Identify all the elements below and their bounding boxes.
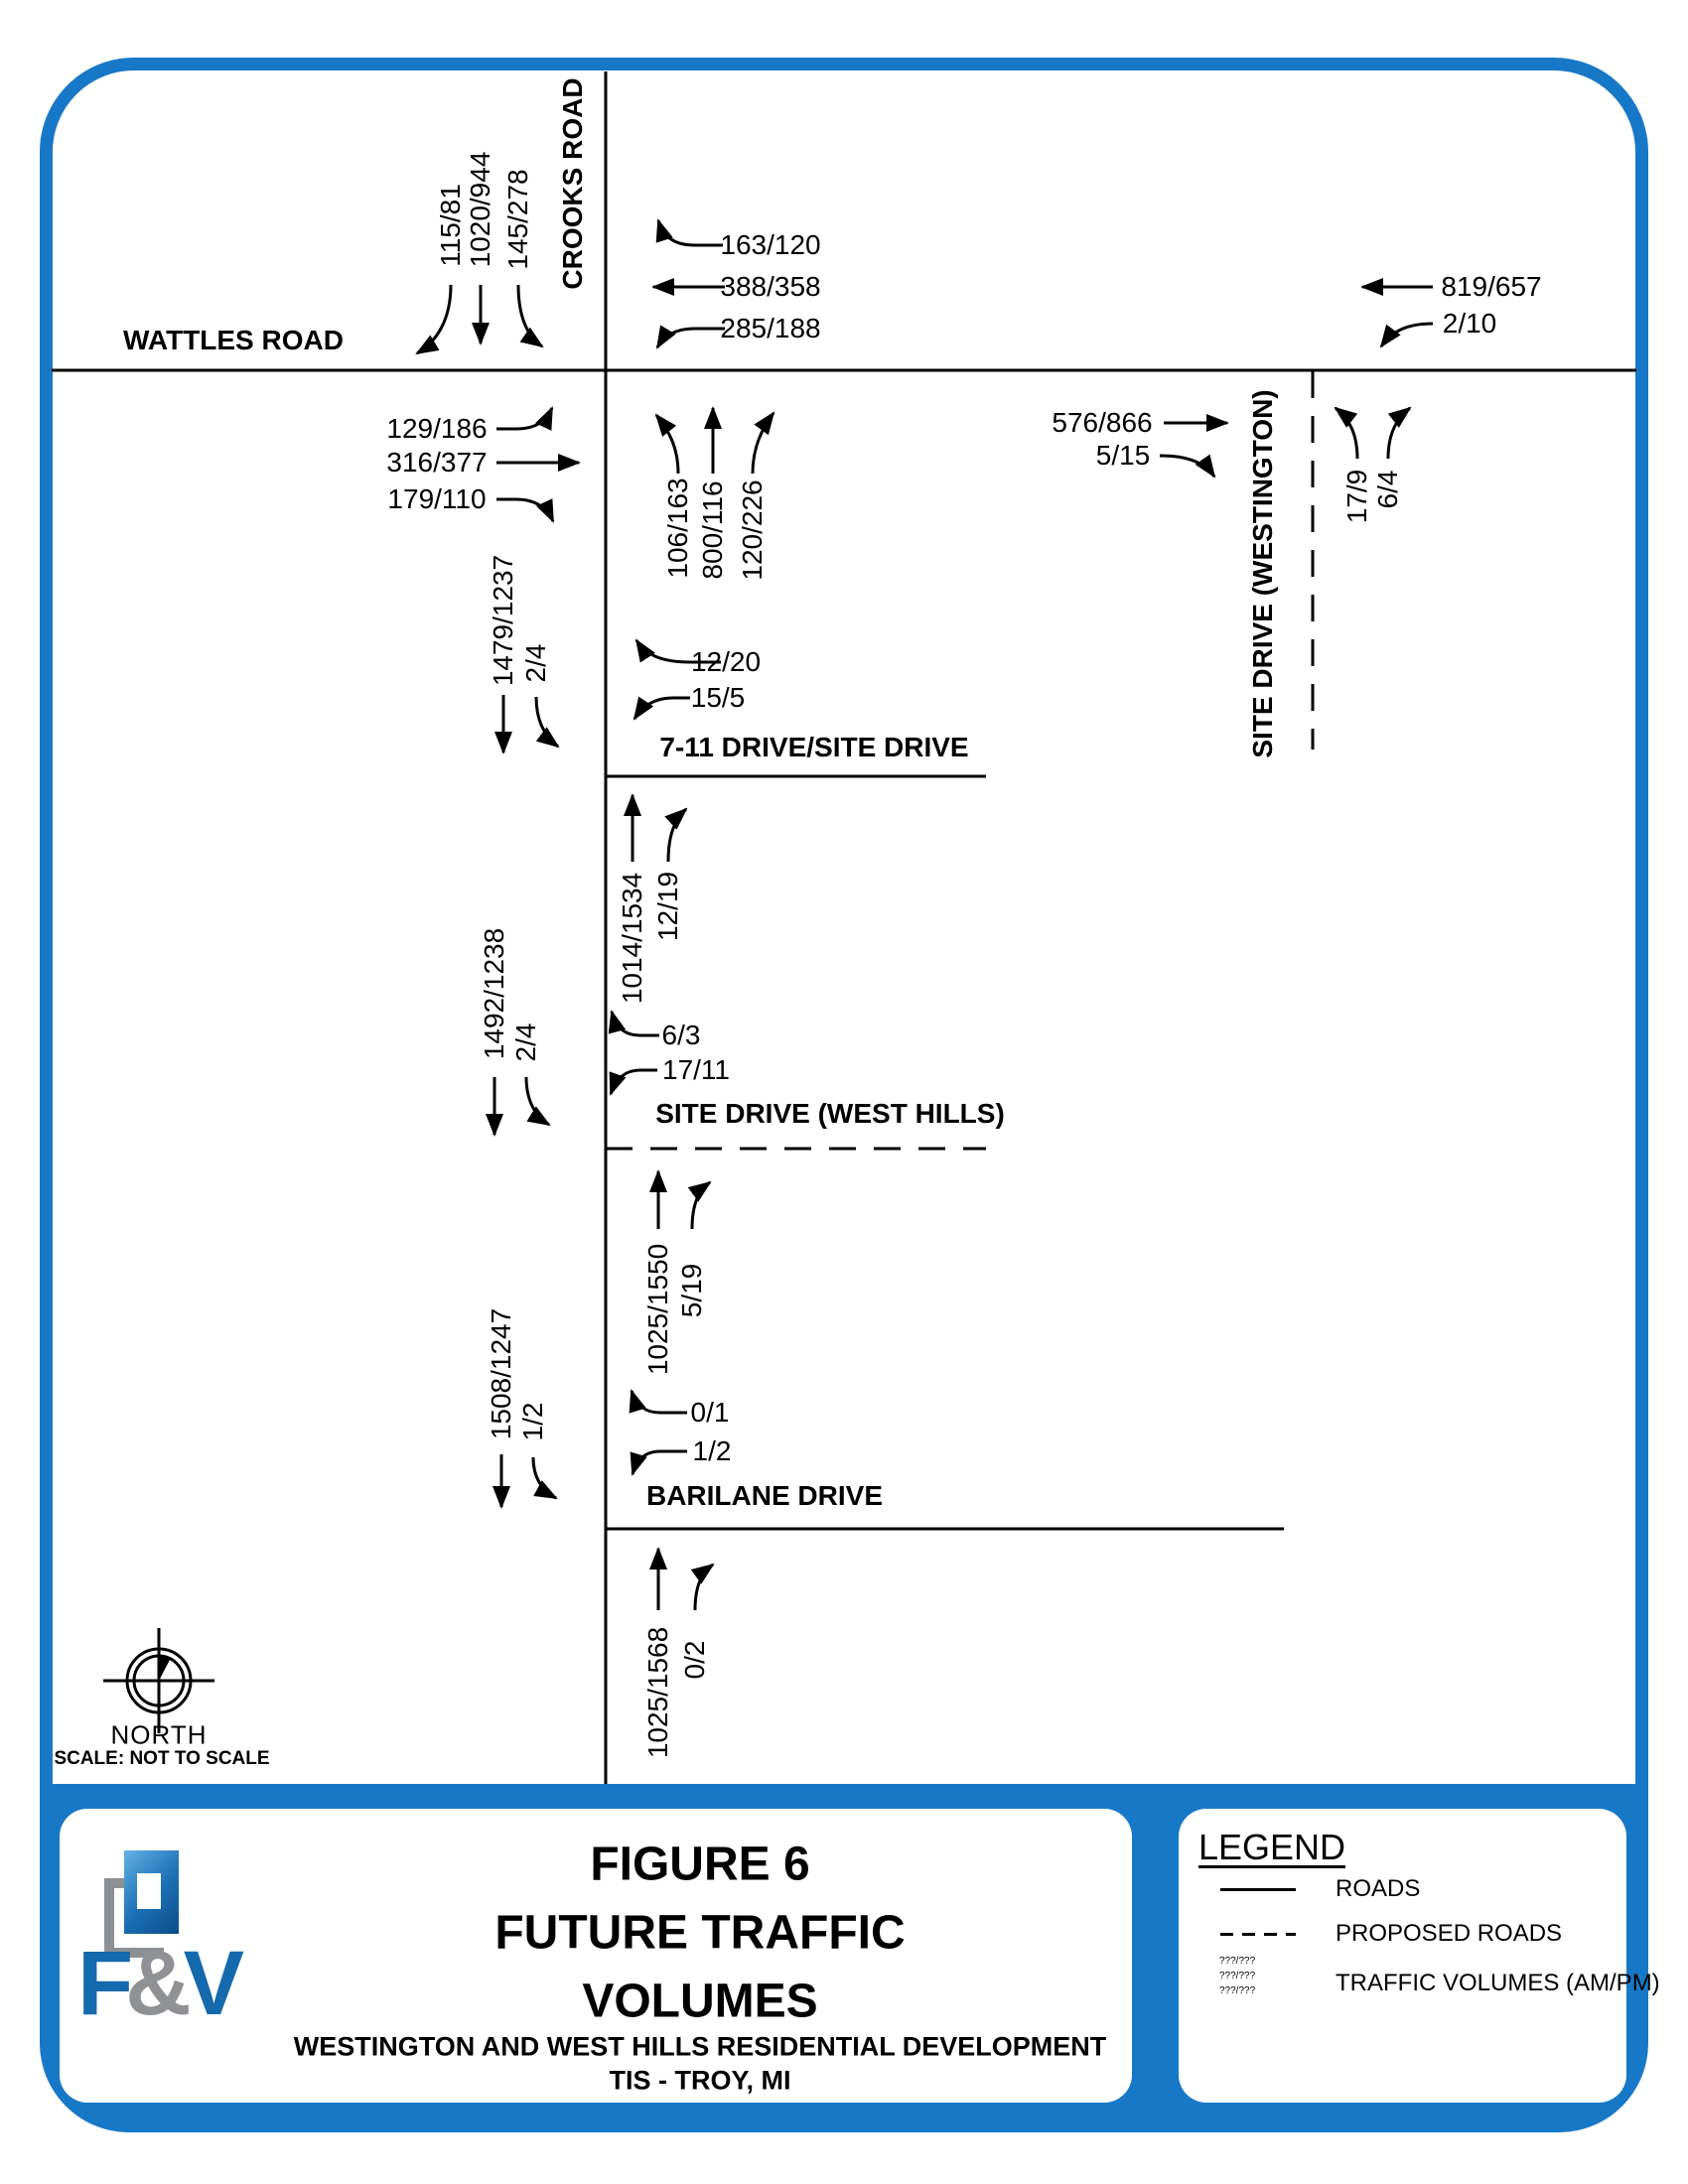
volume-barilane-left: 0/1 (690, 1397, 730, 1428)
volume-wattles-eb-westington-thru: 576/866 (1052, 407, 1153, 438)
volume-sb-barilane-thru: 1508/1247 (486, 1307, 516, 1440)
volume-barilane-right: 1/2 (692, 1435, 732, 1466)
fv-logo (77, 1843, 306, 2056)
volume-seven-eleven-right: 15/5 (690, 682, 746, 713)
volume-west-hills-right: 17/11 (662, 1054, 730, 1085)
volume-crooks-sb-south-right: 2/4 (520, 643, 551, 683)
figure-number: FIGURE 6 (590, 1838, 810, 1891)
legend-volume-symbol-row: ???/??? (1219, 1971, 1256, 1981)
westington-drive-label: SITE DRIVE (WESTINGTON) (1247, 389, 1278, 758)
volume-wattles-wb-westington-thru: 819/657 (1441, 271, 1542, 302)
volume-seven-eleven-left: 12/20 (690, 646, 762, 677)
volume-nb-barilane-thru: 1025/1550 (642, 1243, 673, 1376)
legend-volume-symbol-row: ???/??? (1219, 1956, 1256, 1967)
volume-crooks-nb-right: 120/226 (737, 479, 768, 581)
volume-westington-nb-right: 6/4 (1372, 470, 1403, 509)
volume-nb-west-hills-right: 12/19 (652, 871, 683, 942)
movement-arrows (417, 220, 1433, 1610)
legend-roads-line (1220, 1888, 1296, 1891)
volume-wattles-wb-left: 285/188 (720, 313, 821, 343)
crooks-road-label: CROOKS ROAD (557, 77, 588, 290)
legend-title: LEGEND (1198, 1827, 1346, 1867)
volume-west-hills-left: 6/3 (661, 1020, 701, 1050)
wattles-road-label: WATTLES ROAD (123, 325, 344, 355)
volume-nb-barilane-right: 5/19 (676, 1263, 707, 1318)
volume-crooks-nb-left: 106/163 (662, 478, 693, 579)
volume-nb-south-thru: 1025/1568 (642, 1626, 673, 1759)
volume-crooks-sb-left: 115/81 (435, 184, 466, 267)
volume-westington-nb-left: 17/9 (1341, 469, 1372, 524)
volume-crooks-sb-south-thru: 1479/1237 (488, 554, 518, 687)
legend-proposed-roads-label: PROPOSED ROADS (1336, 1920, 1563, 1947)
legend-roads-label: ROADS (1336, 1875, 1421, 1902)
figure-title-line2: FUTURE TRAFFIC (494, 1906, 906, 1960)
volume-sb-west-hills-thru: 1492/1238 (479, 927, 509, 1060)
volume-wattles-eb-left: 129/186 (386, 413, 488, 444)
volume-crooks-sb-thru: 1020/944 (465, 151, 495, 268)
volume-sb-barilane-right: 1/2 (517, 1402, 548, 1441)
volume-wattles-wb-westington-left: 2/10 (1442, 308, 1497, 339)
legend-traffic-volumes-label: TRAFFIC VOLUMES (AM/PM) (1336, 1970, 1660, 1996)
figure-title-line3: VOLUMES (582, 1975, 818, 2028)
volume-wattles-eb-thru: 316/377 (386, 447, 488, 478)
north-label: NORTH (110, 1719, 208, 1750)
fv-logo-square (124, 1850, 179, 1934)
volume-crooks-nb-thru: 800/116 (697, 480, 728, 580)
volume-nb-south-right: 0/2 (679, 1640, 710, 1680)
north-arrow-icon (103, 1628, 214, 1733)
scale-note: SCALE: NOT TO SCALE (54, 1748, 270, 1769)
legend-volume-symbol-row: ???/??? (1219, 1985, 1256, 1996)
volume-wattles-wb-right: 163/120 (720, 229, 821, 260)
project-location: TIS - TROY, MI (609, 2065, 791, 2096)
fv-logo-text: F&V (77, 1933, 237, 2034)
barilane-drive-label: BARILANE DRIVE (645, 1480, 884, 1511)
project-subtitle: WESTINGTON AND WEST HILLS RESIDENTIAL DEVELOPMENT (293, 2031, 1107, 2062)
volume-crooks-sb-right: 145/278 (502, 169, 533, 270)
volume-wattles-eb-westington-right: 5/15 (1095, 440, 1151, 471)
volume-wattles-wb-thru: 388/358 (720, 271, 821, 302)
legend-proposed-roads-line (1220, 1933, 1296, 1936)
volume-wattles-eb-right: 179/110 (387, 483, 487, 514)
seven-eleven-drive-label: 7-11 DRIVE/SITE DRIVE (659, 732, 969, 762)
volume-sb-west-hills-right: 2/4 (510, 1023, 541, 1062)
volume-nb-west-hills-thru: 1014/1534 (617, 872, 647, 1005)
west-hills-drive-label: SITE DRIVE (WEST HILLS) (655, 1098, 1005, 1129)
